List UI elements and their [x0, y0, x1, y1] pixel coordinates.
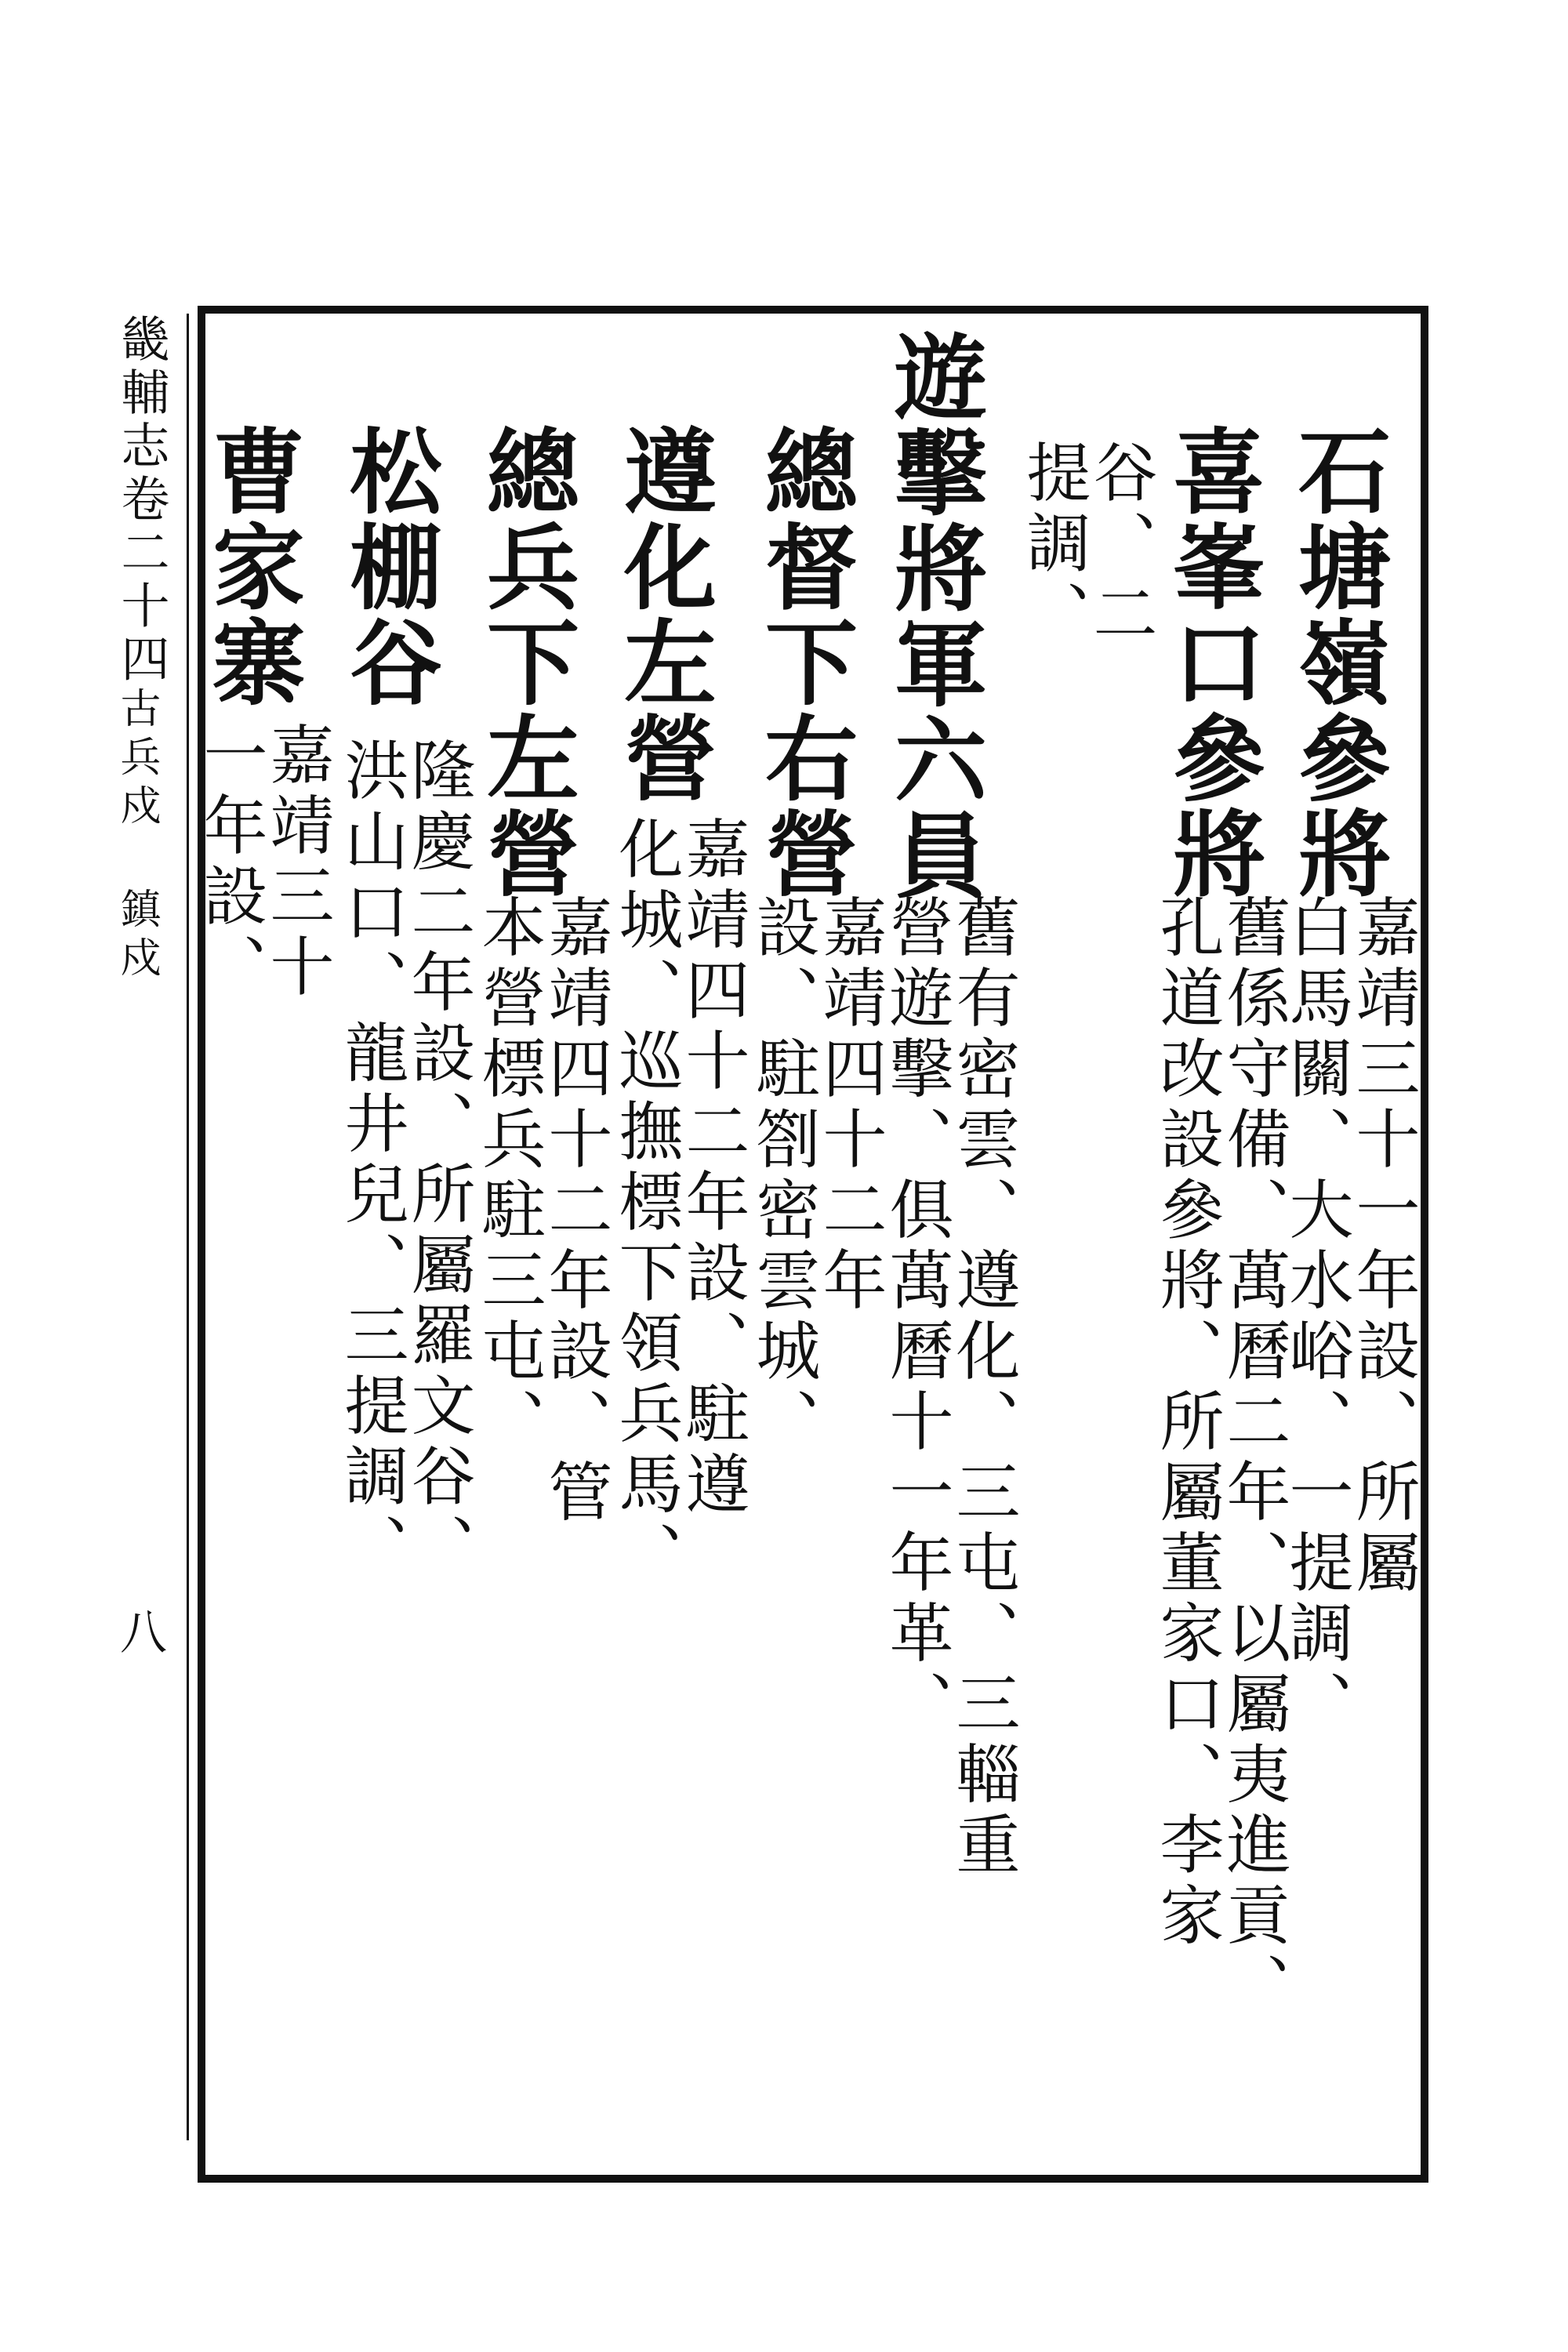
heading-zunhua-zuoying: 遵化左營 — [608, 423, 717, 806]
book-margin — [110, 314, 180, 985]
note-songpenggu-1: 隆慶二年設、所屬羅文谷、 — [401, 737, 475, 1584]
note-songpenggu-2: 洪山口、龍井兒、三提調、 — [334, 737, 408, 1584]
heading-shitangling: 石塘嶺參將 — [1283, 423, 1392, 902]
heading-zongduxia-youying: 總督下右營 — [750, 423, 858, 902]
note-xifengkou-1: 舊係守備、萬曆二年、以屬夷進貢、 — [1216, 894, 1290, 2023]
note-zongbingxia-2: 本營標兵駐三屯、 — [471, 894, 546, 1458]
margin-book: 畿輔志卷二十四 — [113, 314, 170, 687]
note-xifengkou-2: 孔道改設參將、所屬董家口、李家 — [1149, 894, 1224, 1952]
heading-xifengkou: 喜峯口參將 — [1157, 423, 1266, 902]
page-number: 八 — [112, 1607, 167, 1654]
heading-youji: 遊擊將軍六員 — [879, 329, 988, 903]
note-zongduxia-1: 嘉靖四十二年 — [812, 894, 887, 1317]
note-caojiazhai-2: 一年設、 — [193, 721, 267, 1004]
note-zunhua-1: 嘉靖四十二年設、駐遵 — [675, 815, 750, 1521]
note-zunhua-2: 化城、巡撫標下領兵馬、 — [608, 815, 683, 1592]
note-youji-2: 營遊擊、俱萬曆十一年革、 — [879, 894, 953, 1740]
note-shitangling-1: 嘉靖三十一年設、所屬 — [1345, 894, 1420, 1599]
heading-zongbingxia-zuoying: 總兵下左營 — [471, 423, 580, 902]
note-youji-1: 舊有密雲、遵化、三屯、三輜重 — [946, 894, 1020, 1882]
note-zongduxia-2: 設、駐劄密雲城、 — [746, 894, 820, 1458]
note-xifengkou-3: 谷、二 — [1083, 439, 1157, 651]
note-caojiazhai-1: 嘉靖三十 — [260, 721, 334, 1004]
heading-caojiazhai: 曹家寨 — [197, 423, 306, 710]
note-shitangling-2: 白馬關、大水峪、一提調、 — [1279, 894, 1353, 1740]
heading-songpenggu: 松棚谷 — [334, 423, 443, 710]
margin-section: 古兵戍 鎮戍 — [113, 687, 160, 985]
note-zongbingxia-1: 嘉靖四十二年設、管 — [538, 894, 612, 1529]
note-xifengkou-4: 提調、 — [1016, 439, 1091, 651]
